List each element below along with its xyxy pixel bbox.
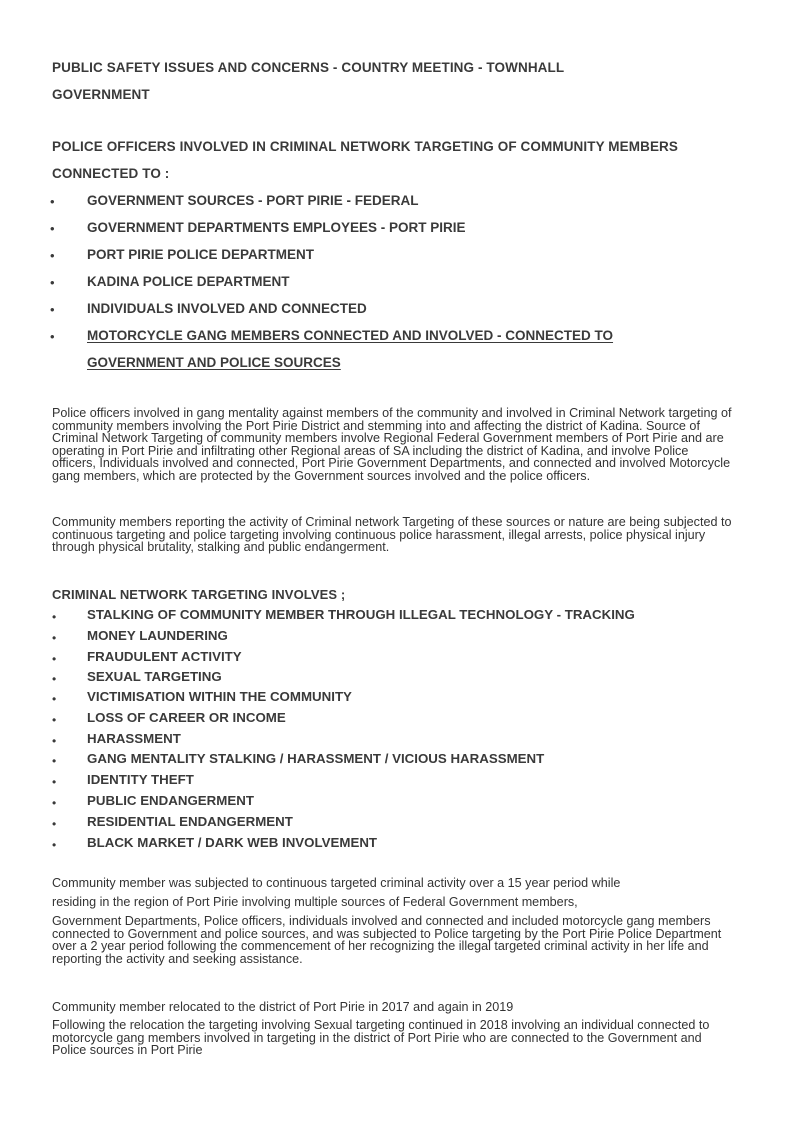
list-item: PUBLIC ENDANGERMENT [87,793,254,808]
list-item: STALKING OF COMMUNITY MEMBER THROUGH ILLEGAL TECHNOLOGY - TRACKING [87,607,635,622]
bullet-marker: • [52,838,57,852]
list-item-underlined: MOTORCYCLE GANG MEMBERS CONNECTED AND INVOLVED - CONNECTED TO [87,328,614,343]
section1-heading-line-2: CONNECTED TO : [52,166,170,181]
list-item: RESIDENTIAL ENDANGERMENT [87,814,293,829]
closing-line-2: residing in the region of Port Pirie involving multiple sources of Federal Government members, [52,895,578,909]
bullet-marker: • [52,734,57,748]
list-item: GOVERNMENT DEPARTMENTS EMPLOYEES - PORT PIRIE [87,220,466,235]
list-item: GOVERNMENT SOURCES - PORT PIRIE - FEDERAL [87,193,419,208]
list-item: IDENTITY THEFT [87,772,194,787]
bullet-marker: • [52,796,57,810]
bullet-marker: • [50,221,55,236]
bullet-marker: • [52,692,57,706]
list-item: BLACK MARKET / DARK WEB INVOLVEMENT [87,835,378,850]
closing-line-3: Community member relocated to the district of Port Pirie in 2017 and again in 2019 [52,1000,514,1014]
paragraph-government-departments: Government Departments, Police officers, individuals involved and connected and included motorcycle gang members connected to Government and police sources, and was subjected to Police targeting by the Port Pirie Police Department over a 2 year period following the commencement of her recognizing the illegal targeted criminal activity in her life and reporting the activity and seeking assistance. [52,914,722,966]
paragraph-police-officers: Police officers involved in gang mentality against members of the community and involved in Criminal Network targeting of community members involving the Port Pirie District and stemming into and affecting the district of Kadina. Source of Criminal Network Targeting of community members involve Regional Federal Government members of Port Pirie and are operating in Port Pirie and infiltrating other Regional areas of SA including the district of Kadina, and involve Police officers, Individuals involved and connected, Port Pirie Government Departments, and connected and involved Motorcycle gang members, which are protected by the Government sources involved and the police officers. [52,406,732,483]
document-title-line-2: GOVERNMENT [52,87,150,102]
bullet-marker: • [50,275,55,290]
paragraph-community-reporting: Community members reporting the activity of Criminal network Targeting of these sources or nature are being subjected to continuous targeting and police targeting involving continuous police harassment, illegal arrests, police physical injury through physical brutality, stalking and public endangerment. [52,515,732,555]
section1-heading-line-1: POLICE OFFICERS INVOLVED IN CRIMINAL NETWORK TARGETING OF COMMUNITY MEMBERS [52,139,679,154]
section2-heading: CRIMINAL NETWORK TARGETING INVOLVES ; [52,587,346,602]
bullet-marker: • [50,329,55,344]
list-item: FRAUDULENT ACTIVITY [87,649,242,664]
bullet-marker: • [52,713,57,727]
list-item-underlined-continuation: GOVERNMENT AND POLICE SOURCES [87,355,341,370]
bullet-marker: • [50,194,55,209]
list-item: PORT PIRIE POLICE DEPARTMENT [87,247,315,262]
list-item: KADINA POLICE DEPARTMENT [87,274,290,289]
bullet-marker: • [52,775,57,789]
paragraph-relocation: Following the relocation the targeting involving Sexual targeting continued in 2018 involving an individual connected to motorcycle gang members involved in targeting in the district of Port Pirie who are connected to the Government and Police sources in Port Pirie [52,1018,710,1058]
list-item: VICTIMISATION WITHIN THE COMMUNITY [87,689,352,704]
list-item: SEXUAL TARGETING [87,669,222,684]
list-item: MONEY LAUNDERING [87,628,228,643]
list-item: LOSS OF CAREER OR INCOME [87,710,286,725]
bullet-marker: • [52,754,57,768]
closing-line-1: Community member was subjected to continuous targeted criminal activity over a 15 year period while [52,876,621,890]
list-item: HARASSMENT [87,731,181,746]
bullet-marker: • [52,652,57,666]
bullet-marker: • [52,631,57,645]
bullet-marker: • [50,302,55,317]
list-item: GANG MENTALITY STALKING / HARASSMENT / VICIOUS HARASSMENT [87,751,545,766]
bullet-marker: • [50,248,55,263]
document-title-line-1: PUBLIC SAFETY ISSUES AND CONCERNS - COUNTRY MEETING - TOWNHALL [52,60,565,75]
bullet-marker: • [52,817,57,831]
list-item: INDIVIDUALS INVOLVED AND CONNECTED [87,301,367,316]
bullet-marker: • [52,610,57,624]
bullet-marker: • [52,672,57,686]
